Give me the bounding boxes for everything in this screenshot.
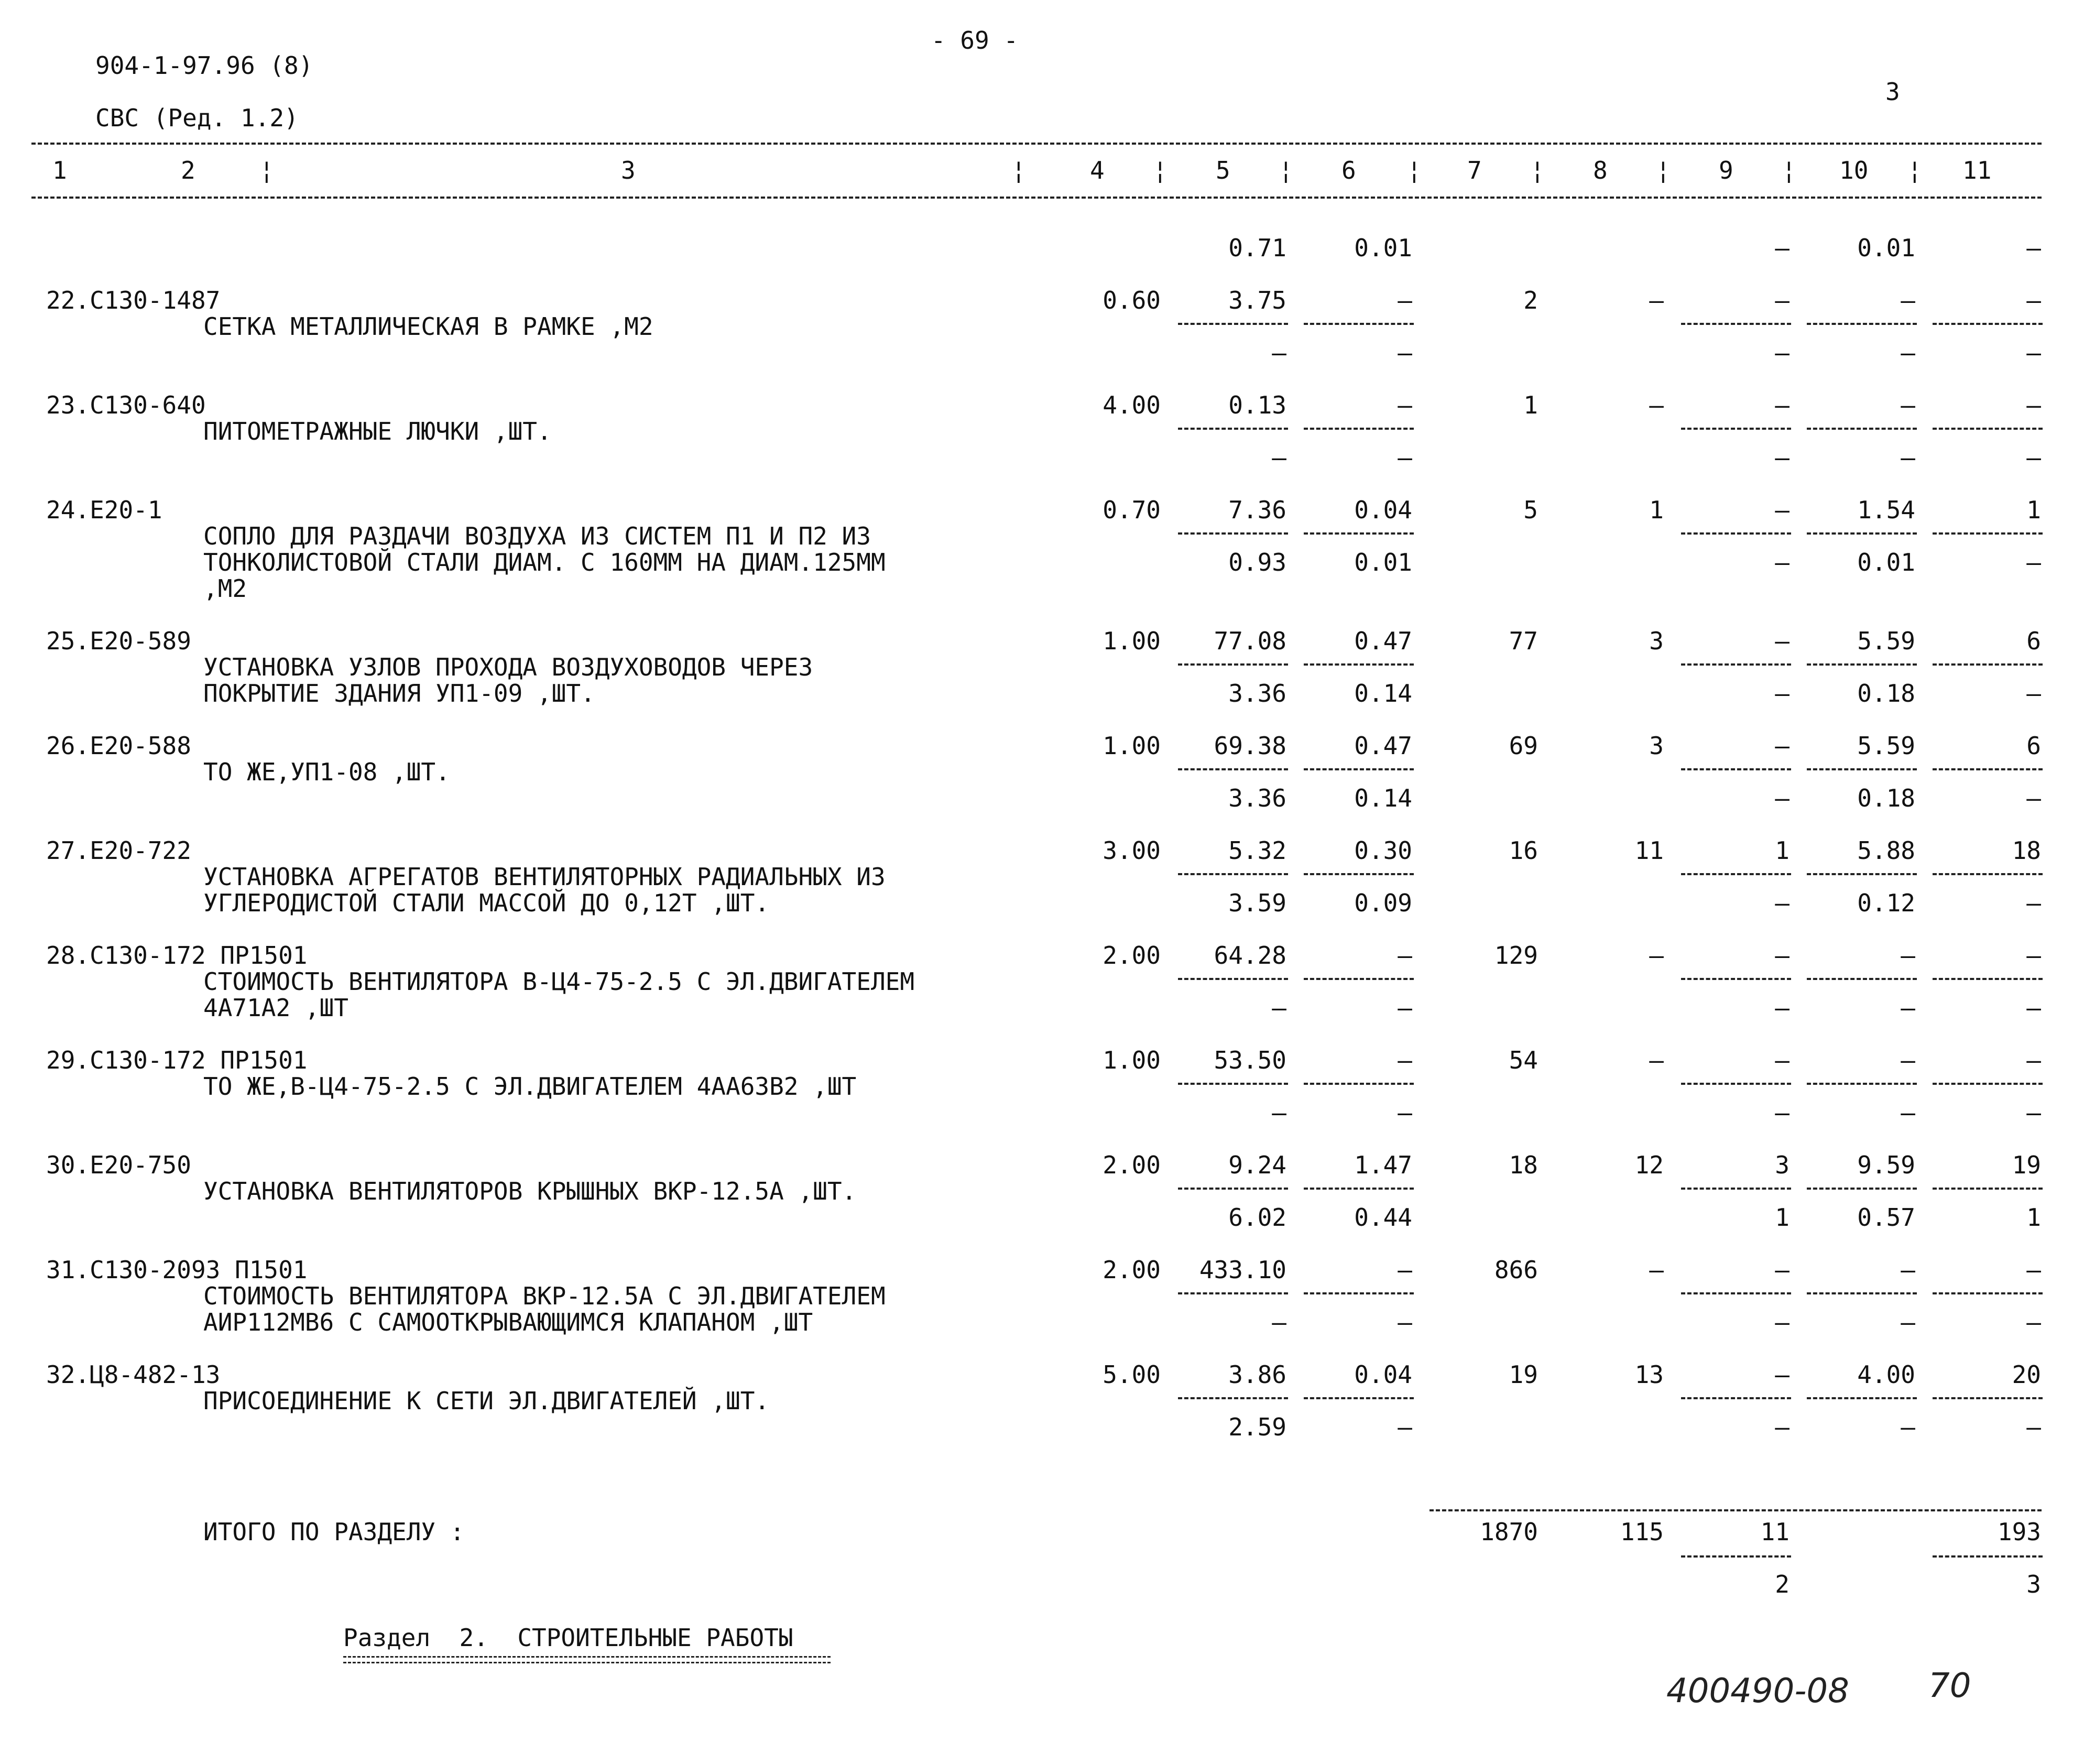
cell-separator-c10	[1807, 663, 1917, 666]
cell-c9: 1	[1775, 836, 1790, 865]
cell-c10: –	[1901, 1256, 1915, 1284]
cell-separator-c11	[1933, 532, 2043, 535]
cell-separator-c5	[1178, 532, 1288, 535]
cell-c6: 0.47	[1354, 732, 1412, 760]
cell-c9-lower: –	[1775, 1098, 1790, 1127]
cell-c6: 0.30	[1354, 836, 1412, 865]
cell-c9-lower: –	[1775, 1413, 1790, 1441]
section-title-underline	[343, 1656, 831, 1663]
cell-c6-lower: –	[1398, 1098, 1412, 1127]
total-c9-separator	[1681, 1555, 1791, 1558]
cell-c5-lower: 0.93	[1228, 548, 1286, 576]
total-c7: 1870	[1480, 1518, 1538, 1546]
cell-separator-c5	[1178, 768, 1288, 770]
column-separator: ¦	[1011, 156, 1026, 184]
cell-c6: –	[1398, 1256, 1412, 1284]
cell-c5-lower: 2.59	[1228, 1413, 1286, 1441]
cell-c6-lower: 0.01	[1354, 548, 1412, 576]
handwritten-page-number: 70	[1928, 1667, 1971, 1705]
cell-c6-lower: 0.14	[1354, 784, 1412, 812]
cell-separator-c11	[1933, 873, 2043, 875]
cell-c10-lower: 0.12	[1857, 889, 1915, 917]
cell-c6-lower: –	[1398, 1413, 1412, 1441]
cell-c5: 3.75	[1228, 286, 1286, 314]
cell-c7: 129	[1494, 941, 1538, 970]
cell-c9: –	[1775, 496, 1790, 524]
column-header-8: 8	[1593, 156, 1608, 184]
cell-c10: 5.59	[1857, 732, 1915, 760]
cell-separator-c5	[1178, 428, 1288, 430]
cell-c8: 1	[1649, 496, 1664, 524]
cell-c11-lower: –	[2026, 784, 2041, 812]
cell-separator-c6	[1304, 1397, 1414, 1399]
cell-c9: –	[1775, 732, 1790, 760]
cell-c11-lower: –	[2026, 1413, 2041, 1441]
total-c9-lower: 2	[1775, 1570, 1790, 1598]
cell-c4: 3.00	[1103, 836, 1161, 865]
cell-separator-c6	[1304, 873, 1414, 875]
cell-c9-lower: 1	[1775, 1203, 1790, 1232]
cell-separator-c10	[1807, 532, 1917, 535]
cell-separator-c9	[1681, 978, 1791, 980]
cell-c10-lower: –	[1901, 443, 1915, 472]
cell-c8: –	[1649, 1046, 1664, 1074]
cell-separator-c6	[1304, 1083, 1414, 1085]
cell-c11-lower: –	[2026, 679, 2041, 707]
cell-c4: 1.00	[1103, 732, 1161, 760]
cell-c9: 3	[1775, 1151, 1790, 1179]
item-description: 4А71А2 ,ШТ	[203, 994, 348, 1022]
cell-separator-c5	[1178, 978, 1288, 980]
cell-separator-c10	[1807, 428, 1917, 430]
cell-c7: 2	[1523, 286, 1538, 314]
column-separator: ¦	[1656, 156, 1671, 184]
cell-c10-lower: –	[1901, 1413, 1915, 1441]
cell-c8: 3	[1649, 732, 1664, 760]
cell-c7: 5	[1523, 496, 1538, 524]
sheet-number: 3	[1885, 78, 1900, 106]
cell-separator-c10	[1807, 1292, 1917, 1294]
cell-c5-lower: –	[1272, 339, 1286, 367]
cell-separator-c11	[1933, 323, 2043, 325]
table-top-rule	[31, 143, 2042, 145]
cell-c4: 5.00	[1103, 1360, 1161, 1389]
cell-c8: 13	[1634, 1360, 1664, 1389]
item-description: ПИТОМЕТРАЖНЫЕ ЛЮЧКИ ,ШТ.	[203, 417, 552, 445]
column-header-2: 2	[181, 156, 195, 184]
cell-separator-c5	[1178, 873, 1288, 875]
cell-c5: 69.38	[1214, 732, 1286, 760]
cell-separator-c5	[1178, 1292, 1288, 1294]
cell-c9-lower: –	[1775, 443, 1790, 472]
cell-c6: 1.47	[1354, 1151, 1412, 1179]
cell-separator-c9	[1681, 768, 1791, 770]
cell-separator-c6	[1304, 663, 1414, 666]
cell-c11-lower: 1	[2026, 1203, 2041, 1232]
cell-c5: 53.50	[1214, 1046, 1286, 1074]
cell-c10: 5.88	[1857, 836, 1915, 865]
totals-label: ИТОГО ПО РАЗДЕЛУ :	[203, 1518, 465, 1546]
totals-top-rule	[1430, 1509, 2042, 1511]
cell-c10-lower: 0.01	[1857, 548, 1915, 576]
total-c11-separator	[1933, 1555, 2043, 1558]
cell-separator-c5	[1178, 323, 1288, 325]
item-description: ТО ЖЕ,В-Ц4-75-2.5 С ЭЛ.ДВИГАТЕЛЕМ 4АА63В2 ,ШТ	[203, 1072, 857, 1101]
cell-c11-lower: –	[2026, 1098, 2041, 1127]
total-c8: 115	[1620, 1518, 1664, 1546]
cell-c9-lower: –	[1775, 679, 1790, 707]
cell-c9-lower: –	[1775, 234, 1790, 262]
column-header-3: 3	[621, 156, 636, 184]
cell-c10-lower: 0.18	[1857, 784, 1915, 812]
cell-c7: 19	[1509, 1360, 1538, 1389]
cell-separator-c11	[1933, 1083, 2043, 1085]
cell-c9: –	[1775, 1046, 1790, 1074]
cell-c6: –	[1398, 1046, 1412, 1074]
cell-separator-c10	[1807, 1188, 1917, 1190]
cell-c8: 3	[1649, 627, 1664, 655]
cell-c10-lower: 0.57	[1857, 1203, 1915, 1232]
column-header-6: 6	[1341, 156, 1356, 184]
cell-c7: 77	[1509, 627, 1538, 655]
cell-c5-lower: –	[1272, 1308, 1286, 1336]
column-separator: ¦	[1530, 156, 1545, 184]
cell-c9: –	[1775, 941, 1790, 970]
cell-c10: –	[1901, 1046, 1915, 1074]
cell-separator-c11	[1933, 1292, 2043, 1294]
cell-c10-lower: –	[1901, 1308, 1915, 1336]
cell-c11: –	[2026, 941, 2041, 970]
item-description: УГЛЕРОДИСТОЙ СТАЛИ МАССОЙ ДО 0,12Т ,ШТ.	[203, 889, 770, 917]
cell-c4: 0.60	[1103, 286, 1161, 314]
item-code: 22.С130-1487	[46, 286, 221, 314]
cell-separator-c5	[1178, 1083, 1288, 1085]
cell-c7: 18	[1509, 1151, 1538, 1179]
cell-c11: 6	[2026, 732, 2041, 760]
cell-separator-c9	[1681, 428, 1791, 430]
cell-c11-lower: –	[2026, 548, 2041, 576]
cell-c5-lower: 3.59	[1228, 889, 1286, 917]
cell-separator-c5	[1178, 663, 1288, 666]
cell-c11: 18	[2012, 836, 2041, 865]
cell-c9-lower: –	[1775, 889, 1790, 917]
cell-c5: 5.32	[1228, 836, 1286, 865]
cell-c6: –	[1398, 286, 1412, 314]
cell-separator-c9	[1681, 1397, 1791, 1399]
handwritten-code: 400490-08	[1666, 1672, 1849, 1711]
cell-c5: 433.10	[1199, 1256, 1286, 1284]
cell-c9-lower: –	[1775, 548, 1790, 576]
cell-c5-lower: 3.36	[1228, 784, 1286, 812]
cell-separator-c10	[1807, 873, 1917, 875]
cell-c5: 7.36	[1228, 496, 1286, 524]
cell-c6-lower: 0.09	[1354, 889, 1412, 917]
column-header-5: 5	[1216, 156, 1230, 184]
cell-c6: –	[1398, 391, 1412, 419]
item-description: ТО ЖЕ,УП1-08 ,ШТ.	[203, 758, 450, 786]
column-header-7: 7	[1467, 156, 1482, 184]
item-description: УСТАНОВКА ВЕНТИЛЯТОРОВ КРЫШНЫХ ВКР-12.5А ,ШТ.	[203, 1177, 857, 1205]
cell-c5: 77.08	[1214, 627, 1286, 655]
cell-c6-lower: –	[1398, 1308, 1412, 1336]
cell-c6-lower: 0.14	[1354, 679, 1412, 707]
cell-separator-c5	[1178, 1397, 1288, 1399]
cell-c4: 2.00	[1103, 1151, 1161, 1179]
cell-separator-c11	[1933, 1188, 2043, 1190]
cell-c11: –	[2026, 286, 2041, 314]
cell-c11-lower: –	[2026, 339, 2041, 367]
cell-c4: 0.70	[1103, 496, 1161, 524]
cell-separator-c10	[1807, 978, 1917, 980]
cell-c6-lower: 0.01	[1354, 234, 1412, 262]
cell-c8: –	[1649, 941, 1664, 970]
cell-c11: 19	[2012, 1151, 2041, 1179]
column-separator: ¦	[1153, 156, 1168, 184]
item-code: 26.Е20-588	[46, 732, 191, 760]
cell-c8: 11	[1634, 836, 1664, 865]
item-code: 25.Е20-589	[46, 627, 191, 655]
cell-c5: 9.24	[1228, 1151, 1286, 1179]
item-description: УСТАНОВКА УЗЛОВ ПРОХОДА ВОЗДУХОВОДОВ ЧЕРЕЗ	[203, 653, 813, 681]
cell-separator-c11	[1933, 428, 2043, 430]
column-header-1: 1	[52, 156, 67, 184]
cell-separator-c10	[1807, 1083, 1917, 1085]
cell-separator-c11	[1933, 663, 2043, 666]
item-description: ПРИСОЕДИНЕНИЕ К СЕТИ ЭЛ.ДВИГАТЕЛЕЙ ,ШТ.	[203, 1387, 770, 1415]
cell-c7: 1	[1523, 391, 1538, 419]
item-code: 24.Е20-1	[46, 496, 162, 524]
cell-c8: –	[1649, 1256, 1664, 1284]
cell-separator-c5	[1178, 1188, 1288, 1190]
cell-c9-lower: –	[1775, 994, 1790, 1022]
cell-c10: –	[1901, 391, 1915, 419]
column-separator: ¦	[1407, 156, 1422, 184]
total-c9: 11	[1760, 1518, 1790, 1546]
cell-c9: –	[1775, 391, 1790, 419]
cell-separator-c11	[1933, 768, 2043, 770]
cell-c10: –	[1901, 941, 1915, 970]
item-description: СТОИМОСТЬ ВЕНТИЛЯТОРА В-Ц4-75-2.5 С ЭЛ.ДВИГАТЕЛЕМ	[203, 967, 915, 996]
column-header-10: 10	[1839, 156, 1869, 184]
cell-c9-lower: –	[1775, 339, 1790, 367]
cell-separator-c9	[1681, 873, 1791, 875]
item-description: АИР112МВ6 С САМООТКРЫВАЮЩИМСЯ КЛАПАНОМ ,ШТ	[203, 1308, 813, 1336]
cell-c11: 1	[2026, 496, 2041, 524]
cell-c10: 1.54	[1857, 496, 1915, 524]
cell-separator-c6	[1304, 978, 1414, 980]
column-separator: ¦	[1907, 156, 1922, 184]
cell-c8: 12	[1634, 1151, 1664, 1179]
item-code: 32.Ц8-482-13	[46, 1360, 221, 1389]
cell-c11: –	[2026, 1256, 2041, 1284]
cell-c9: –	[1775, 1256, 1790, 1284]
cell-c4: 2.00	[1103, 1256, 1161, 1284]
cell-c9: –	[1775, 286, 1790, 314]
cell-separator-c11	[1933, 978, 2043, 980]
cell-separator-c6	[1304, 323, 1414, 325]
cell-c11-lower: –	[2026, 994, 2041, 1022]
cell-c11-lower: –	[2026, 443, 2041, 472]
cell-c8: –	[1649, 286, 1664, 314]
cell-c4: 1.00	[1103, 627, 1161, 655]
item-code: 27.Е20-722	[46, 836, 191, 865]
cell-c6-lower: –	[1398, 994, 1412, 1022]
item-code: 30.Е20-750	[46, 1151, 191, 1179]
cell-separator-c10	[1807, 323, 1917, 325]
cell-separator-c9	[1681, 532, 1791, 535]
cell-separator-c11	[1933, 1397, 2043, 1399]
cell-c10: 5.59	[1857, 627, 1915, 655]
cell-c10: –	[1901, 286, 1915, 314]
cell-c4: 4.00	[1103, 391, 1161, 419]
column-header-11: 11	[1962, 156, 1992, 184]
cell-c9-lower: –	[1775, 784, 1790, 812]
document-code: 904-1-97.96 (8)	[95, 51, 313, 80]
item-description: СОПЛО ДЛЯ РАЗДАЧИ ВОЗДУХА ИЗ СИСТЕМ П1 И П2 ИЗ	[203, 522, 871, 550]
cell-separator-c6	[1304, 1188, 1414, 1190]
item-code: 23.С130-640	[46, 391, 206, 419]
cell-c11: –	[2026, 391, 2041, 419]
cell-c8: –	[1649, 391, 1664, 419]
cell-c10: 4.00	[1857, 1360, 1915, 1389]
cell-c11: –	[2026, 1046, 2041, 1074]
column-separator: ¦	[259, 156, 274, 184]
cell-c6: –	[1398, 941, 1412, 970]
cell-c5: 0.13	[1228, 391, 1286, 419]
column-separator: ¦	[1782, 156, 1796, 184]
page-number: - 69 -	[931, 26, 1019, 55]
cell-c11-lower: –	[2026, 889, 2041, 917]
cell-c7: 866	[1494, 1256, 1538, 1284]
cell-c6-lower: 0.44	[1354, 1203, 1412, 1232]
item-description: ТОНКОЛИСТОВОЙ СТАЛИ ДИАМ. С 160ММ НА ДИАМ.125ММ	[203, 548, 886, 576]
cell-c4: 1.00	[1103, 1046, 1161, 1074]
item-code: 28.С130-172 ПР1501	[46, 941, 308, 970]
cell-c5-lower: –	[1272, 443, 1286, 472]
cell-c10: 9.59	[1857, 1151, 1915, 1179]
total-c11-lower: 3	[2026, 1570, 2041, 1598]
item-description: ,М2	[203, 574, 247, 603]
item-description: СТОИМОСТЬ ВЕНТИЛЯТОРА ВКР-12.5А С ЭЛ.ДВИГАТЕЛЕМ	[203, 1282, 886, 1310]
cell-c5-lower: –	[1272, 1098, 1286, 1127]
cell-separator-c10	[1807, 768, 1917, 770]
cell-c10-lower: 0.18	[1857, 679, 1915, 707]
cell-separator-c6	[1304, 1292, 1414, 1294]
cell-separator-c9	[1681, 663, 1791, 666]
cell-c6-lower: –	[1398, 443, 1412, 472]
cell-separator-c9	[1681, 1292, 1791, 1294]
cell-c6: 0.04	[1354, 496, 1412, 524]
cell-c5: 64.28	[1214, 941, 1286, 970]
cell-c6: 0.47	[1354, 627, 1412, 655]
item-description: СЕТКА МЕТАЛЛИЧЕСКАЯ В РАМКЕ ,М2	[203, 312, 653, 341]
program-version: СВС (Ред. 1.2)	[95, 104, 299, 132]
column-header-rule	[31, 197, 2042, 199]
cell-c9: –	[1775, 627, 1790, 655]
cell-separator-c10	[1807, 1397, 1917, 1399]
cell-c11-lower: –	[2026, 234, 2041, 262]
cell-c7: 54	[1509, 1046, 1538, 1074]
column-separator: ¦	[1279, 156, 1293, 184]
cell-separator-c9	[1681, 323, 1791, 325]
cell-separator-c9	[1681, 1188, 1791, 1190]
cell-c7: 16	[1509, 836, 1538, 865]
cell-c5-lower: 0.71	[1228, 234, 1286, 262]
column-header-4: 4	[1090, 156, 1105, 184]
cell-c11-lower: –	[2026, 1308, 2041, 1336]
section-title: Раздел 2. СТРОИТЕЛЬНЫЕ РАБОТЫ	[343, 1624, 793, 1652]
cell-c6: 0.04	[1354, 1360, 1412, 1389]
total-c11: 193	[1997, 1518, 2041, 1546]
cell-c5: 3.86	[1228, 1360, 1286, 1389]
cell-separator-c9	[1681, 1083, 1791, 1085]
cell-separator-c6	[1304, 768, 1414, 770]
cell-c9: –	[1775, 1360, 1790, 1389]
cell-c10-lower: –	[1901, 1098, 1915, 1127]
item-description: ПОКРЫТИЕ ЗДАНИЯ УП1-09 ,ШТ.	[203, 679, 595, 707]
cell-c6-lower: –	[1398, 339, 1412, 367]
column-header-9: 9	[1719, 156, 1733, 184]
item-code: 29.С130-172 ПР1501	[46, 1046, 308, 1074]
cell-separator-c6	[1304, 532, 1414, 535]
cell-separator-c6	[1304, 428, 1414, 430]
item-description: УСТАНОВКА АГРЕГАТОВ ВЕНТИЛЯТОРНЫХ РАДИАЛЬНЫХ ИЗ	[203, 863, 886, 891]
cell-c7: 69	[1509, 732, 1538, 760]
cell-c4: 2.00	[1103, 941, 1161, 970]
cell-c5-lower: –	[1272, 994, 1286, 1022]
cell-c5-lower: 3.36	[1228, 679, 1286, 707]
cell-c5-lower: 6.02	[1228, 1203, 1286, 1232]
cell-c11: 20	[2012, 1360, 2041, 1389]
cell-c9-lower: –	[1775, 1308, 1790, 1336]
cell-c10-lower: 0.01	[1857, 234, 1915, 262]
item-code: 31.С130-2093 П1501	[46, 1256, 308, 1284]
cell-c10-lower: –	[1901, 339, 1915, 367]
cell-c11: 6	[2026, 627, 2041, 655]
cell-c10-lower: –	[1901, 994, 1915, 1022]
